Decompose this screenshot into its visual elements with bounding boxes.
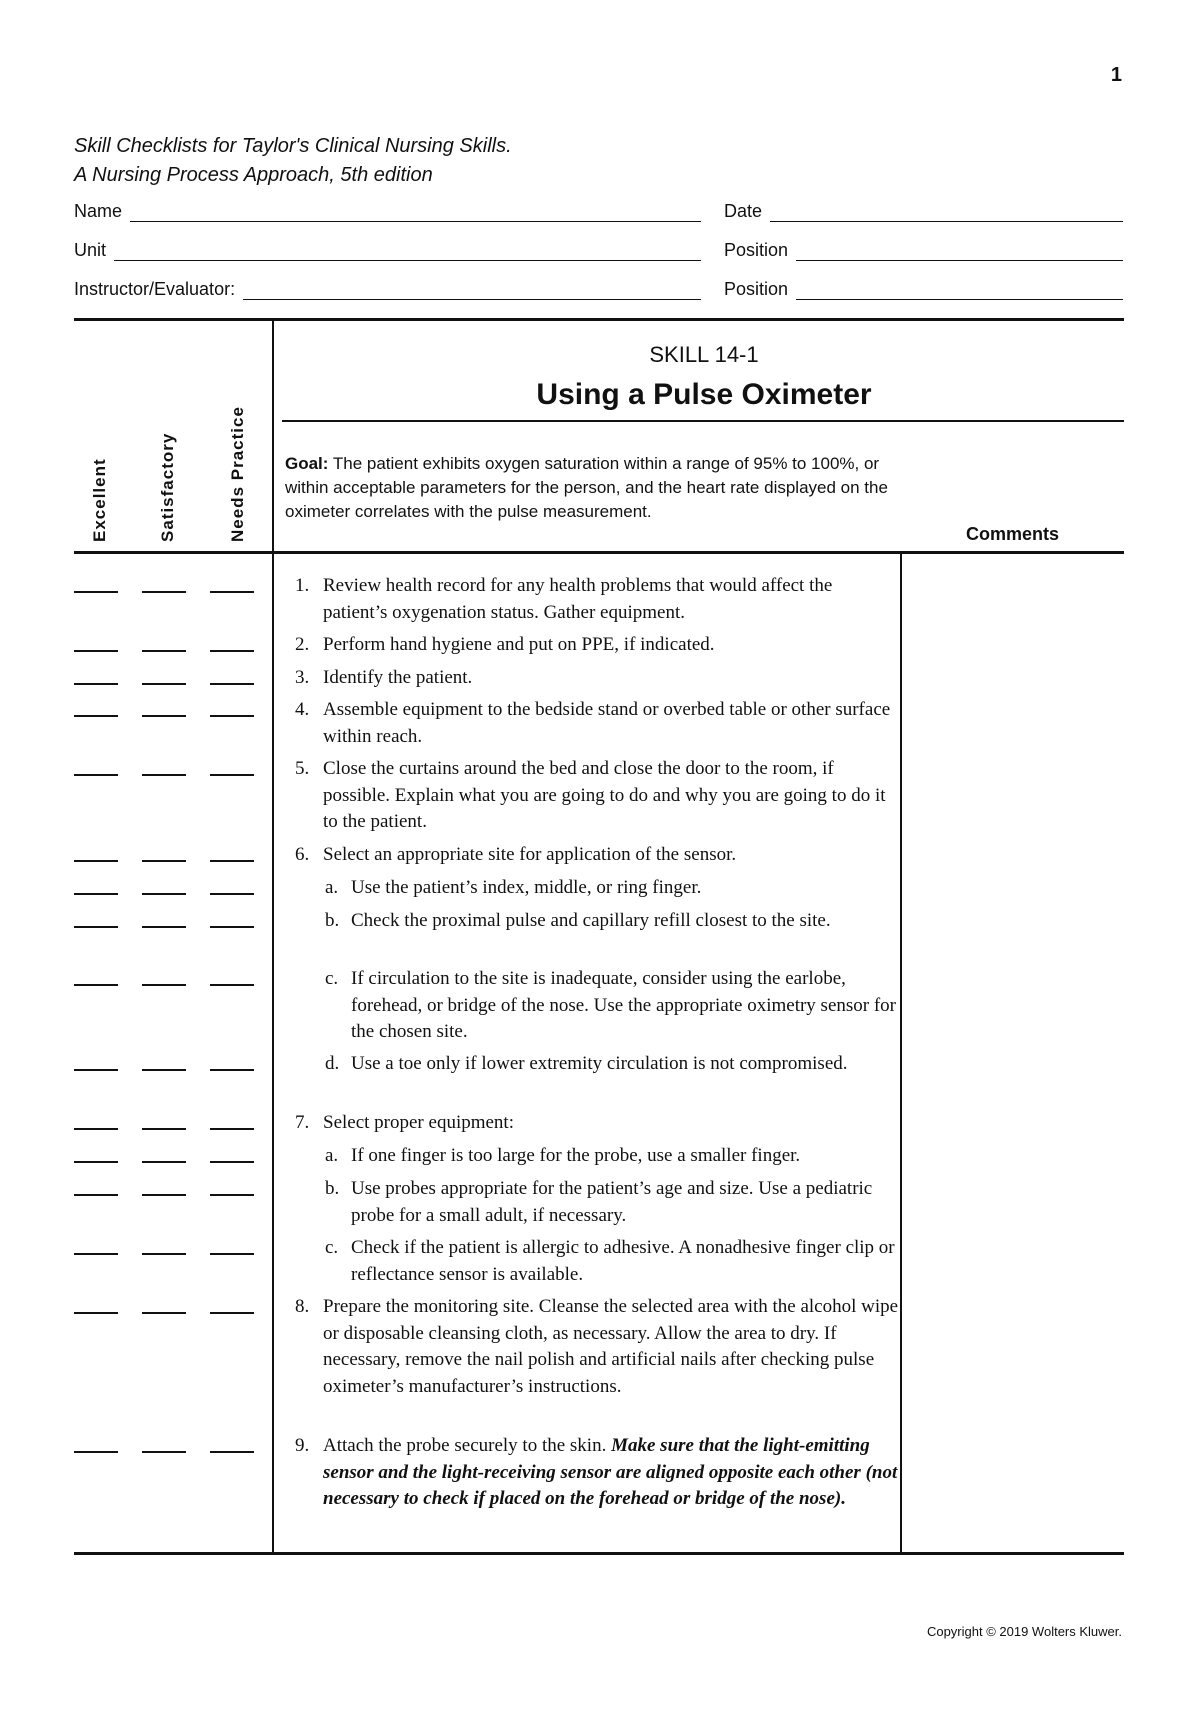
needs-practice-blank[interactable] (210, 860, 254, 862)
excellent-header: Excellent (90, 458, 109, 542)
position-line[interactable] (796, 242, 1123, 261)
excellent-blank[interactable] (74, 715, 118, 717)
step-7b (295, 1176, 900, 1229)
step-text: Select an appropriate site for application of the sensor. (323, 844, 737, 865)
rating-blanks-5[interactable] (74, 774, 259, 776)
needs-practice-blank[interactable] (210, 1128, 254, 1130)
excellent-blank[interactable] (74, 926, 118, 928)
needs-practice-blank[interactable] (210, 774, 254, 776)
satisfactory-blank[interactable] (142, 1312, 186, 1314)
step-number: 7. (295, 1112, 310, 1133)
satisfactory-blank[interactable] (142, 683, 186, 685)
needs-practice-blank[interactable] (210, 1194, 254, 1196)
name-line[interactable] (130, 203, 701, 222)
rating-blanks-4[interactable] (74, 715, 259, 717)
rating-blanks-6c[interactable] (74, 984, 259, 986)
position-label: Position (724, 240, 789, 260)
skill-number: SKILL 14-1 (649, 342, 759, 367)
goal-text: The patient exhibits oxygen saturation within a range of 95% to 100%, or within acceptable parameters for the person, and the heart rate displayed on the oximeter correlates with the pulse measurement. (285, 454, 888, 521)
needs-practice-blank[interactable] (210, 893, 254, 895)
rating-blanks-6b[interactable] (74, 926, 259, 928)
title-line-1: Skill Checklists for Taylor's Clinical Nursing Skills. (74, 135, 512, 157)
satisfactory-blank[interactable] (142, 1161, 186, 1163)
step-text: Use probes appropriate for the patient’s age and size. Use a pediatric probe for a small adult, if necessary. (351, 1178, 873, 1226)
step-number: c. (325, 1237, 339, 1258)
step-text: Select proper equipment: (323, 1112, 514, 1133)
step-text: Identify the patient. (323, 667, 473, 688)
unit-field[interactable] (74, 235, 701, 261)
comments-header: Comments (966, 524, 1060, 544)
excellent-blank[interactable] (74, 1194, 118, 1196)
step-text: Check if the patient is allergic to adhesive. A nonadhesive finger clip or reflectance sensor is available. (351, 1237, 895, 1285)
satisfactory-blank[interactable] (142, 1253, 186, 1255)
step-number: 9. (295, 1435, 310, 1456)
header-bottom-rule (74, 551, 1124, 554)
step-2 (295, 632, 900, 659)
step-number: c. (325, 968, 339, 989)
step-9 (295, 1433, 900, 1513)
needs-practice-blank[interactable] (210, 1253, 254, 1255)
position-field[interactable] (724, 235, 1123, 261)
excellent-blank[interactable] (74, 1161, 118, 1163)
page-number: 1 (1110, 64, 1122, 86)
step-text: Use the patient’s index, middle, or ring finger. (351, 877, 702, 898)
satisfactory-blank[interactable] (142, 860, 186, 862)
name-field[interactable] (74, 196, 701, 222)
needs-practice-blank[interactable] (210, 1161, 254, 1163)
step-text: Perform hand hygiene and put on PPE, if indicated. (323, 634, 715, 655)
step-7a (295, 1143, 900, 1170)
needs-practice-blank[interactable] (210, 683, 254, 685)
step-number: a. (325, 1145, 339, 1166)
step-number: 5. (295, 758, 310, 779)
needs-practice-header: Needs Practice (228, 406, 247, 542)
step-number: b. (325, 910, 340, 931)
goal-label: Goal: (285, 454, 329, 473)
document-title (74, 132, 512, 190)
step-number: d. (325, 1053, 340, 1074)
table-top-rule (74, 318, 1124, 321)
goal-statement (285, 452, 910, 524)
needs-practice-blank[interactable] (210, 591, 254, 593)
step-number: a. (325, 877, 339, 898)
step-3 (295, 665, 900, 692)
position2-label: Position (724, 279, 789, 299)
satisfactory-blank[interactable] (142, 591, 186, 593)
satisfactory-blank[interactable] (142, 774, 186, 776)
step-text (295, 1433, 900, 1513)
satisfactory-blank[interactable] (142, 1069, 186, 1071)
step-6 (295, 842, 900, 869)
step-text: Prepare the monitoring site. Cleanse the selected area with the alcohol wipe or disposable cleansing cloth, as necessary. Allow the area to dry. If necessary, remove the nail polish and artificial nails after checking pulse oximeter’s manufacturer’s instructions. (323, 1296, 899, 1397)
date-label: Date (724, 201, 763, 221)
satisfactory-blank[interactable] (142, 1451, 186, 1453)
step-text: If circulation to the site is inadequate, consider using the earlobe, forehead, or bridge of the nose. Use the appropriate oximetry sensor for the chosen site. (351, 968, 897, 1042)
excellent-blank[interactable] (74, 650, 118, 652)
step-text: If one finger is too large for the probe, use a smaller finger. (351, 1145, 801, 1166)
step-7c (295, 1235, 900, 1288)
step-number: 3. (295, 667, 310, 688)
step-4 (295, 697, 900, 750)
step-5 (295, 756, 900, 836)
excellent-blank[interactable] (74, 1253, 118, 1255)
step-text: Assemble equipment to the bedside stand or overbed table or other surface within reach. (323, 699, 891, 747)
needs-practice-blank[interactable] (210, 1312, 254, 1314)
step-7 (295, 1110, 900, 1137)
rating-blanks-1[interactable] (74, 591, 259, 593)
skill-title: Using a Pulse Oximeter (536, 378, 872, 411)
unit-label: Unit (74, 240, 107, 260)
name-label: Name (74, 201, 123, 221)
excellent-blank[interactable] (74, 683, 118, 685)
satisfactory-blank[interactable] (142, 1194, 186, 1196)
step-number: 6. (295, 844, 310, 865)
excellent-blank[interactable] (74, 591, 118, 593)
step-text: Use a toe only if lower extremity circulation is not compromised. (351, 1053, 848, 1074)
rating-blanks-7c[interactable] (74, 1253, 259, 1255)
step-number: 2. (295, 634, 310, 655)
step-text: Review health record for any health problems that would affect the patient’s oxygenation status. Gather equipment. (323, 575, 833, 623)
step-6b (295, 908, 900, 935)
step-number: 1. (295, 575, 310, 596)
rating-blanks-3[interactable] (74, 683, 259, 685)
position2-line[interactable] (796, 281, 1123, 300)
excellent-blank[interactable] (74, 893, 118, 895)
excellent-blank[interactable] (74, 1069, 118, 1071)
step-number: b. (325, 1178, 340, 1199)
excellent-blank[interactable] (74, 1451, 118, 1453)
needs-practice-blank[interactable] (210, 715, 254, 717)
step-1 (295, 573, 900, 626)
satisfactory-blank[interactable] (142, 650, 186, 652)
instructor-field[interactable] (74, 274, 701, 300)
step-8 (295, 1294, 900, 1400)
position2-field[interactable] (724, 274, 1123, 300)
needs-practice-blank[interactable] (210, 650, 254, 652)
step-number: 8. (295, 1296, 310, 1317)
excellent-blank[interactable] (74, 984, 118, 986)
step-text: Check the proximal pulse and capillary refill closest to the site. (351, 910, 831, 931)
step-6a (295, 875, 900, 902)
satisfactory-blank[interactable] (142, 1128, 186, 1130)
table-bottom-rule (74, 1552, 1124, 1555)
step-text-emphasis: Make sure that the light-emitting sensor and the light-receiving sensor are aligned opposite each other (not necessary to check if placed on the forehead or bridge of the nose). (323, 1435, 898, 1509)
title-rule (282, 420, 1124, 422)
needs-practice-blank[interactable] (210, 984, 254, 986)
step-6c (295, 966, 900, 1046)
rating-blanks-6[interactable] (74, 860, 259, 862)
excellent-blank[interactable] (74, 1128, 118, 1130)
rating-blanks-7a[interactable] (74, 1161, 259, 1163)
excellent-blank[interactable] (74, 860, 118, 862)
copyright-notice: Copyright © 2019 Wolters Kluwer. (926, 1624, 1122, 1639)
step-text-plain: Attach the probe securely to the skin. (323, 1435, 612, 1456)
step-text: Close the curtains around the bed and close the door to the room, if possible. Explain what you are going to do and why you are going to do it to the patient. (323, 758, 886, 832)
excellent-blank[interactable] (74, 774, 118, 776)
satisfactory-blank[interactable] (142, 715, 186, 717)
satisfactory-blank[interactable] (142, 984, 186, 986)
step-number: 4. (295, 699, 310, 720)
rating-blanks-6d[interactable] (74, 1069, 259, 1071)
instructor-label: Instructor/Evaluator: (74, 279, 236, 299)
step-6d (295, 1051, 900, 1078)
rating-column-divider (272, 318, 274, 1554)
satisfactory-blank[interactable] (142, 926, 186, 928)
unit-line[interactable] (114, 242, 701, 261)
rating-blanks-7b[interactable] (74, 1194, 259, 1196)
needs-practice-blank[interactable] (210, 1069, 254, 1071)
satisfactory-header: Satisfactory (158, 432, 177, 542)
rating-blanks-7[interactable] (74, 1128, 259, 1130)
title-line-2: A Nursing Process Approach, 5th edition (74, 164, 433, 186)
satisfactory-blank[interactable] (142, 893, 186, 895)
date-line[interactable] (770, 203, 1123, 222)
rating-blanks-6a[interactable] (74, 893, 259, 895)
excellent-blank[interactable] (74, 1312, 118, 1314)
instructor-line[interactable] (243, 281, 701, 300)
rating-blanks-2[interactable] (74, 650, 259, 652)
needs-practice-blank[interactable] (210, 926, 254, 928)
date-field[interactable] (724, 196, 1123, 222)
comments-column-divider (900, 553, 902, 1553)
rating-blanks-8[interactable] (74, 1312, 259, 1314)
needs-practice-blank[interactable] (210, 1451, 254, 1453)
rating-blanks-9[interactable] (74, 1451, 259, 1453)
